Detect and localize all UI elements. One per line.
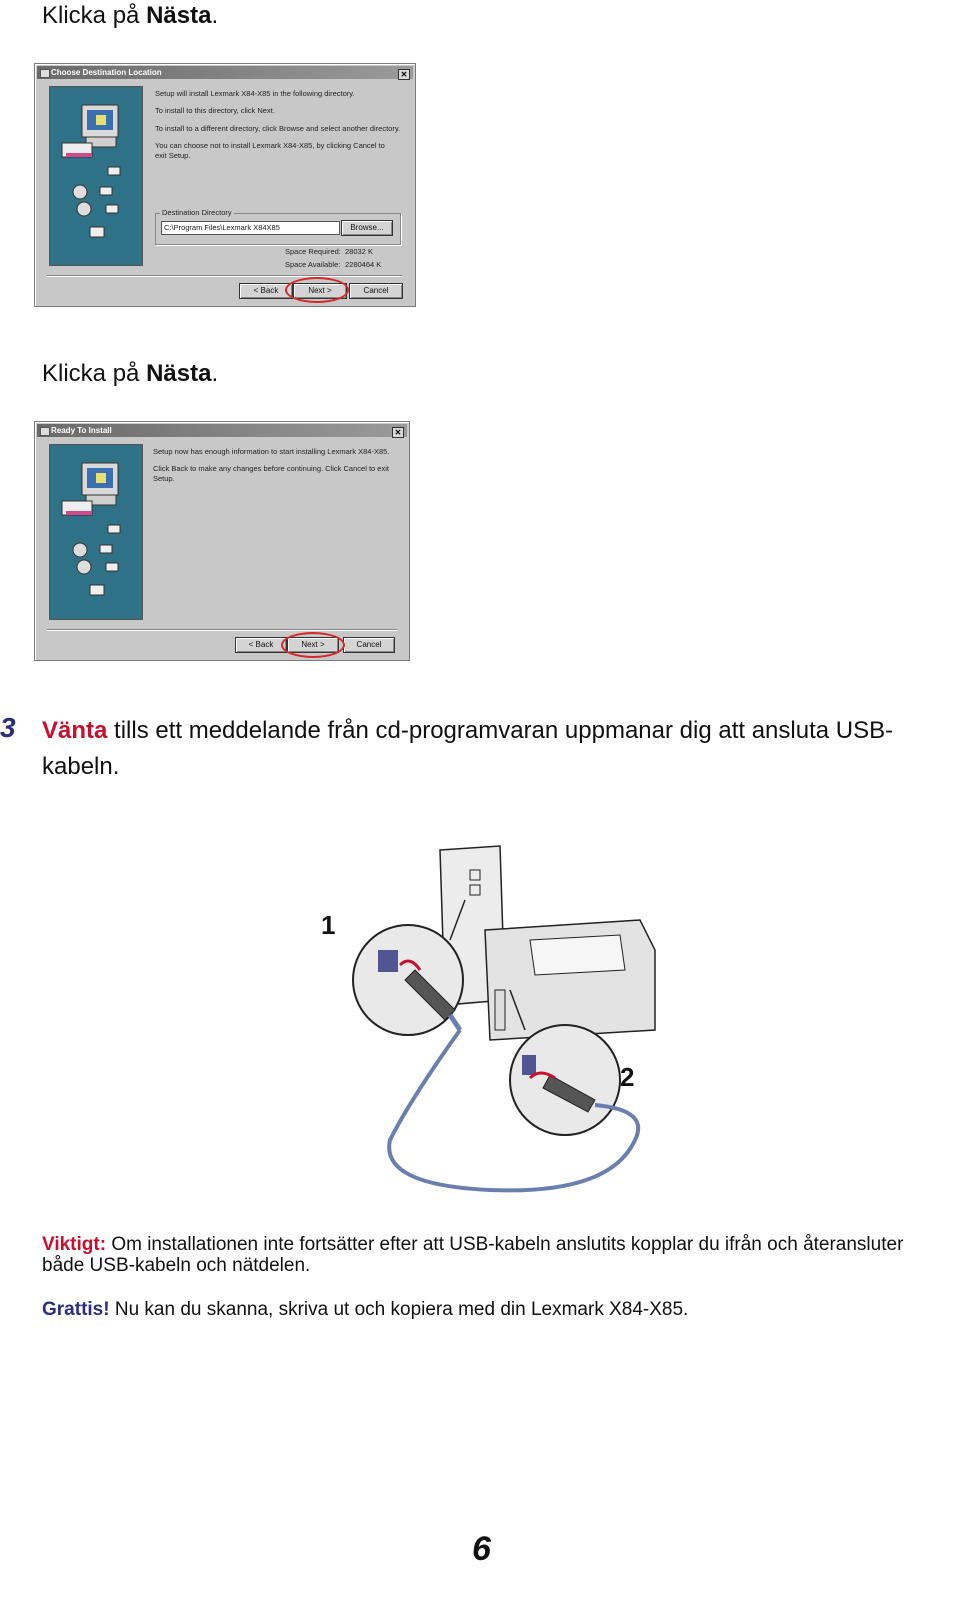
back-button[interactable]: < Back	[235, 637, 287, 653]
next-highlight-ring	[285, 277, 349, 303]
instruction-1-suffix: .	[211, 2, 219, 29]
setup-artwork-icon	[50, 445, 142, 619]
browse-button[interactable]: Browse...	[341, 220, 393, 236]
dialog-1-separator	[47, 275, 403, 277]
setup-illustration	[49, 444, 143, 620]
window-icon	[40, 69, 50, 78]
instruction-2	[42, 360, 218, 388]
instruction-1-text: Klicka på	[42, 2, 147, 29]
congrats-text: Nu kan du skanna, skriva ut och kopiera med din Lexmark X84-X85.	[109, 1299, 689, 1320]
dialog-1-line-3: To install to a different directory, click Browse and select another directory.	[155, 124, 401, 133]
next-highlight-ring	[281, 632, 345, 658]
dialog-2-separator	[47, 629, 397, 631]
setup-illustration	[49, 86, 143, 266]
important-label: Viktigt:	[42, 1234, 107, 1255]
space-available-label: Space Available:	[285, 260, 341, 269]
page-number: 6	[472, 1530, 491, 1568]
close-icon[interactable]: ✕	[392, 427, 404, 438]
next-button[interactable]: Next >	[287, 637, 339, 653]
dialog-2-titlebar	[37, 424, 407, 437]
instruction-2-suffix: .	[211, 360, 219, 387]
close-icon[interactable]: ✕	[398, 69, 410, 80]
instruction-1	[42, 2, 218, 30]
back-button[interactable]: < Back	[239, 283, 293, 299]
next-button[interactable]: Next >	[293, 283, 347, 299]
step-3-highlight: Vänta	[42, 717, 108, 744]
step-3-body: tills ett meddelande från cd-programvaran uppmanar dig att ansluta USB-kabeln.	[42, 717, 894, 780]
callout-label-2: 2	[620, 1062, 635, 1092]
dialog-1-line-2: To install to this directory, click Next.	[155, 106, 275, 115]
dialog-1-titlebar	[37, 66, 413, 79]
dialog-2-line-1: Setup now has enough information to start installing Lexmark X84-X85.	[153, 447, 390, 456]
dialog-2-title: Ready To Install	[51, 426, 112, 435]
cancel-button[interactable]: Cancel	[349, 283, 403, 299]
setup-artwork-icon	[50, 87, 142, 265]
congrats-label: Grattis!	[42, 1299, 110, 1320]
instruction-1-bold: Nästa	[146, 2, 212, 29]
space-required-label: Space Required:	[285, 247, 341, 256]
instruction-2-text: Klicka på	[42, 360, 147, 387]
dialog-1-line-1: Setup will install Lexmark X84-X85 in the following directory.	[155, 89, 355, 98]
window-icon	[40, 427, 50, 436]
space-available-value: 2280464 K	[345, 260, 382, 269]
dialog-2-line-2: Click Back to make any changes before continuing. Click Cancel to exit Setup.	[153, 464, 389, 483]
destination-path-field[interactable]: C:\Program Files\Lexmark X84X85	[161, 221, 340, 235]
dialog-1-line-4: You can choose not to install Lexmark X84-X85, by clicking Cancel to exit Setup.	[155, 141, 385, 160]
step-3-text	[42, 713, 942, 785]
important-note	[42, 1234, 942, 1276]
usb-cable-illustration	[350, 840, 670, 1200]
destination-group-label: Destination Directory	[162, 208, 232, 217]
dialog-1-title: Choose Destination Location	[51, 68, 162, 77]
usb-connection-illustration	[321, 840, 670, 1200]
cancel-button[interactable]: Cancel	[343, 637, 395, 653]
space-required-value: 28032 K	[345, 247, 373, 256]
important-text: Om installationen inte fortsätter efter att USB-kabeln anslutits kopplar du ifrån och återansluter både USB-kabeln och nätdelen.	[42, 1234, 904, 1276]
instruction-2-bold: Nästa	[146, 360, 212, 387]
step-number: 3	[0, 712, 16, 743]
callout-label-1: 1	[321, 910, 336, 940]
congrats-note	[42, 1299, 942, 1320]
choose-destination-dialog	[34, 63, 416, 307]
ready-to-install-dialog	[34, 421, 410, 661]
